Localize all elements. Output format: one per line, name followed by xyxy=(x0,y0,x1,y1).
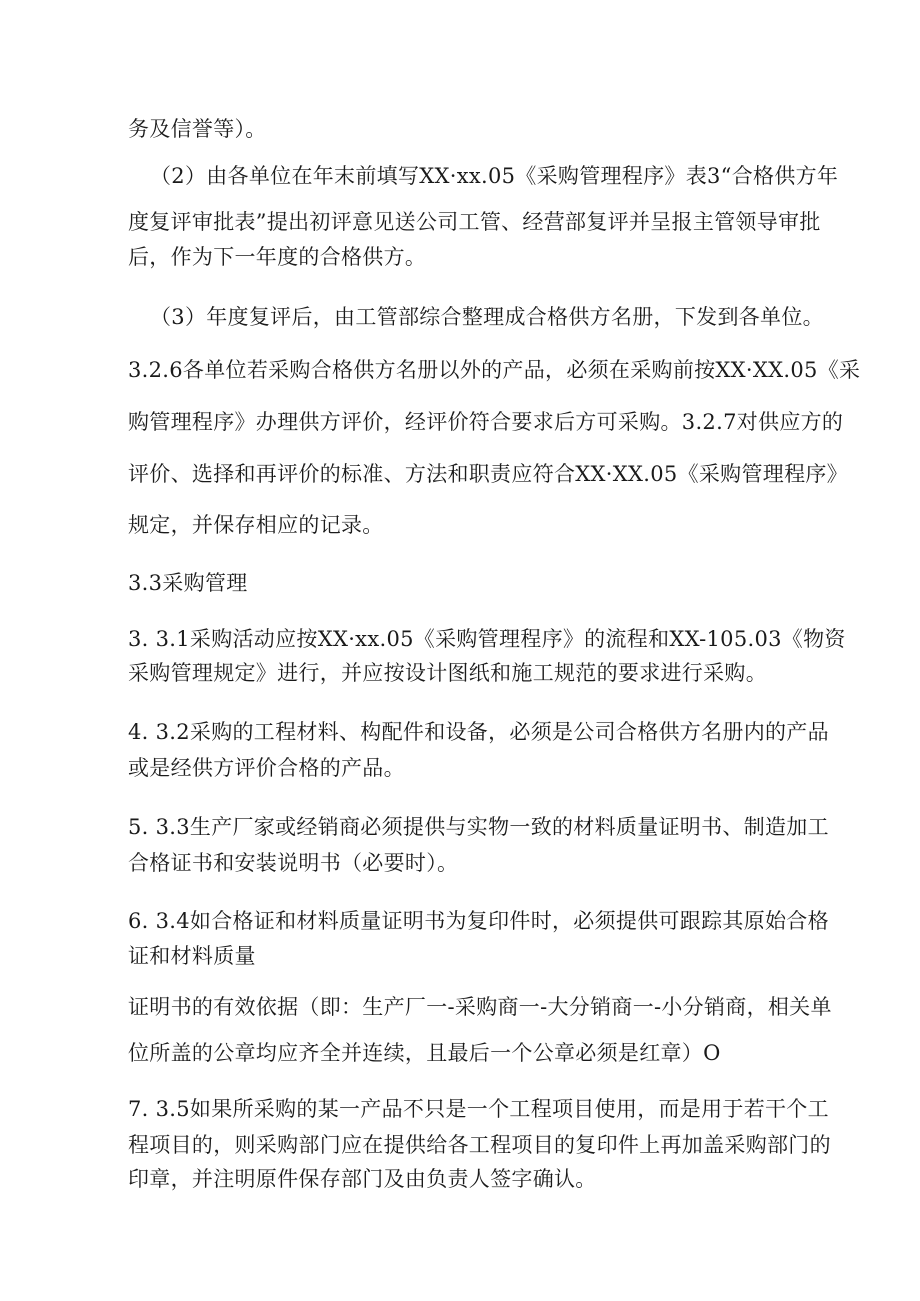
text-line-23: 印章，并注明原件保存部门及由负责人签字确认。 xyxy=(128,1167,597,1191)
text-line-8: 评价、选择和再评价的标准、方法和职责应符合XX·XX.05《采购管理程序》 xyxy=(128,462,848,486)
text-line-15: 5. 3.3生产厂家或经销商必须提供与实物一致的材料质量证明书、制造加工 xyxy=(128,815,829,839)
text-line-2: （2）由各单位在年末前填写XX·xx.05《采购管理程序》表3“合格供方年 xyxy=(150,164,839,188)
text-line-5: （3）年度复评后，由工管部综合整理成合格供方名册，下发到各单位。 xyxy=(150,305,824,329)
text-line-11: 3. 3.1采购活动应按XX·xx.05《采购管理程序》的流程和XX-105.03《物资 xyxy=(128,627,846,651)
text-line-4: 后，作为下一年度的合格供方。 xyxy=(128,245,427,269)
text-line-1: 务及信誉等）。 xyxy=(128,117,267,141)
section-heading: 3.3采购管理 xyxy=(128,571,248,595)
text-line-7: 购管理程序》办理供方评价，经评价符合要求后方可采购。3.2.7对供应方的 xyxy=(128,410,844,434)
text-line-20: 位所盖的公章均应齐全并连续，且最后一个公章必须是红章）O xyxy=(128,1041,721,1065)
text-line-16: 合格证书和安装说明书（必要时）。 xyxy=(128,851,459,875)
text-line-21: 7. 3.5如果所采购的某一产品不只是一个工程项目使用，而是用于若干个工 xyxy=(128,1097,829,1121)
text-line-13: 4. 3.2采购的工程材料、构配件和设备，必须是公司合格供方名册内的产品 xyxy=(128,720,829,744)
text-line-3: 度复评审批表”提出初评意见送公司工管、经营部复评并呈报主管领导审批 xyxy=(128,210,821,234)
text-line-17: 6. 3.4如合格证和材料质量证明书为复印件时，必须提供可跟踪其原始合格 xyxy=(128,909,829,933)
text-line-6: 3.2.6各单位若采购合格供方名册以外的产品，必须在采购前按XX·XX.05《采 xyxy=(128,358,861,382)
text-line-19: 证明书的有效依据（即：生产厂一-采购商一-大分销商一-小分销商，相关单 xyxy=(128,995,832,1019)
text-line-12: 采购管理规定》进行，并应按设计图纸和施工规范的要求进行采购。 xyxy=(128,661,767,685)
text-line-9: 规定，并保存相应的记录。 xyxy=(128,513,384,537)
text-line-22: 程项目的，则采购部门应在提供给各工程项目的复印件上再加盖采购部门的 xyxy=(128,1133,831,1157)
text-line-18: 证和材料质量 xyxy=(128,944,256,968)
text-line-14: 或是经供方评价合格的产品。 xyxy=(128,756,405,780)
